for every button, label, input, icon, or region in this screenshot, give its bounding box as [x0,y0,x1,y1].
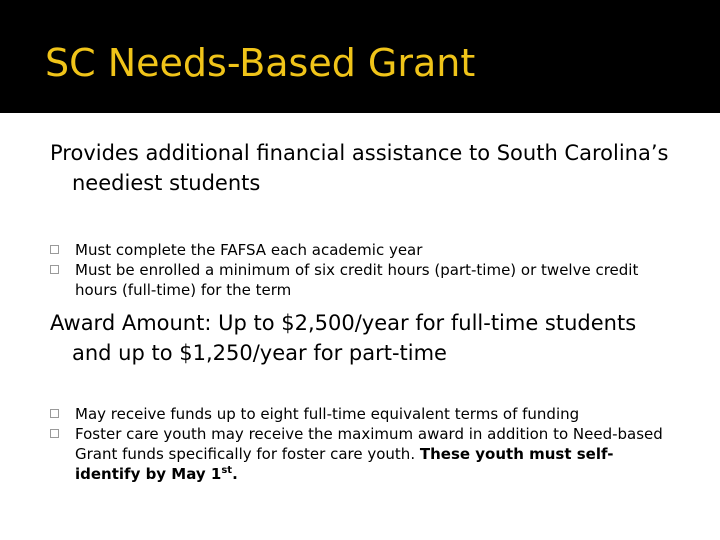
award-heading: Award Amount: Up to $2,500/year for full-time students and up to $1,250/year for part-time [50,311,637,365]
square-bullet-icon [50,409,59,418]
bullet-text [75,425,663,483]
bullet-text: Must complete the FAFSA each academic year [75,241,423,259]
foster-care-text: Foster care youth may receive the maximum award in addition to Need-based Grant funds specifically for foster care youth. [75,425,663,463]
square-bullet-icon [50,265,59,274]
ordinal-suffix: st [221,465,233,476]
eligibility-heading: Provides additional financial assistance to South Carolina’s neediest students [50,141,669,195]
list-item [50,260,670,300]
award-bullet-list [50,404,670,484]
square-bullet-icon [50,429,59,438]
title-bar [0,0,720,113]
bullet-text: Must be enrolled a minimum of six credit hours (part-time) or twelve credit hours (full-time) for the term [75,261,639,299]
self-identify-statement: These youth must self-identify by May 1 [75,445,614,483]
slide-title: SC Needs-Based Grant [45,41,476,85]
bullet-text: May receive funds up to eight full-time equivalent terms of funding [75,405,580,423]
list-item [50,240,670,260]
list-item [50,424,670,484]
award-section [50,308,670,484]
sentence-end: . [232,465,238,483]
list-item [50,404,670,424]
square-bullet-icon [50,245,59,254]
eligibility-bullet-list [50,240,670,300]
eligibility-section [50,138,670,300]
